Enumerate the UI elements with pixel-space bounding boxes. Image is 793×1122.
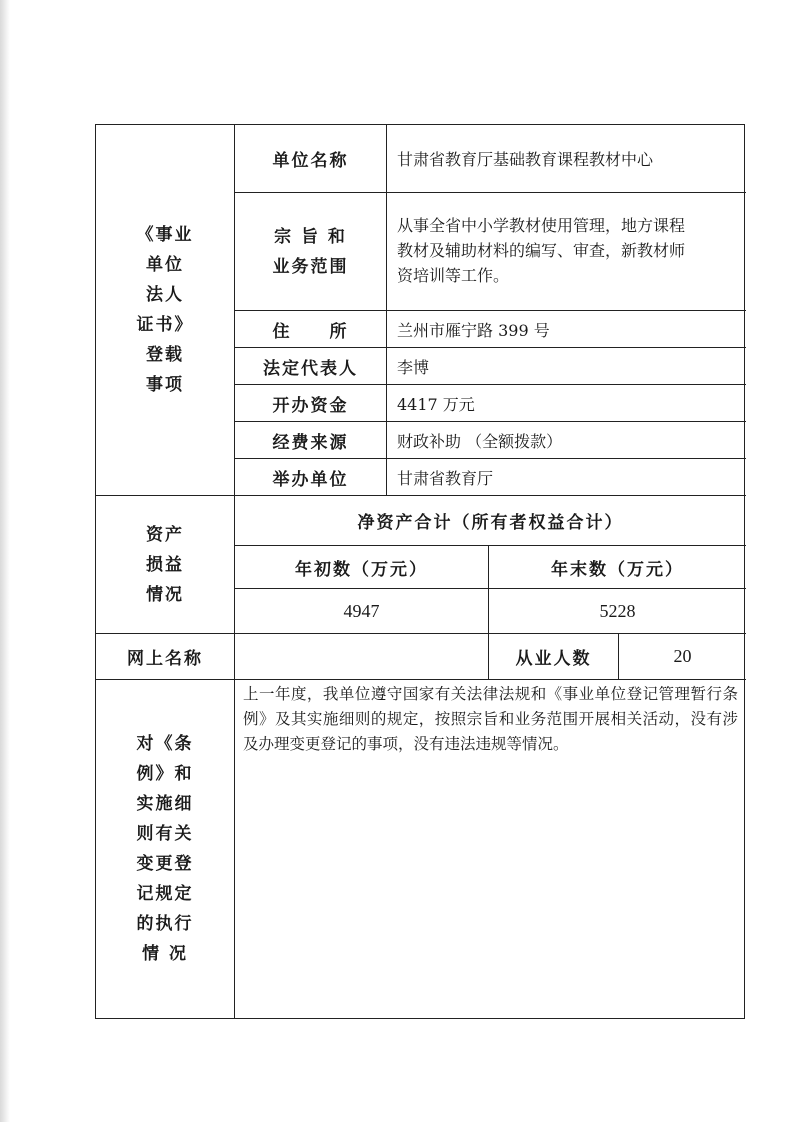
net-assets-header: 净资产合计（所有者权益合计） [235,496,746,546]
start-capital-value: 4417 万元 [387,385,746,422]
sponsor-unit-value: 甘肃省教育厅 [387,459,746,496]
start-capital-label: 开办资金 [235,385,387,422]
purpose-scope-value: 从事全省中小学教材使用管理，地方课程 教材及辅助材料的编写、审查，新教材师 资培训等工作。 [387,193,746,311]
compliance-text: 上一年度，我单位遵守国家有关法律法规和《事业单位登记管理暂行条例》及其实施细则的规定，按照宗旨和业务范围开展相关活动，没有涉及办理变更登记的事项，没有违法违规等情况。 [243,685,738,753]
funding-source-value: 财政补助 （全额拨款） [387,422,746,459]
year-end-label: 年末数（万元） [489,546,746,589]
online-name-label: 网上名称 [96,634,235,680]
registration-table [95,124,745,1019]
unit-name-value: 甘肃省教育厅基础教育课程教材中心 [387,125,746,193]
staff-count-value: 20 [619,634,746,680]
sponsor-unit-label: 举办单位 [235,459,387,496]
address-value: 兰州市雁宁路 399 号 [387,311,746,348]
registration-section-label: 《事业 单位 法人 证书》 登载 事项 [96,125,235,496]
legal-representative-value: 李博 [387,348,746,385]
unit-name-label: 单位名称 [235,125,387,193]
legal-representative-label: 法定代表人 [235,348,387,385]
online-name-value [235,634,489,680]
purpose-scope-label: 宗 旨 和 业务范围 [235,193,387,311]
year-end-value: 5228 [489,589,746,634]
funding-source-label: 经费来源 [235,422,387,459]
year-begin-value: 4947 [235,589,489,634]
compliance-section-label: 对《条 例》和 实施细 则有关 变更登 记规定 的执行 情 况 [96,680,235,1018]
year-begin-label: 年初数（万元） [235,546,489,589]
scan-edge-shadow [0,0,10,1122]
staff-count-label: 从业人数 [489,634,619,680]
address-label: 住 所 [235,311,387,348]
assets-section-label: 资产 损益 情况 [96,496,235,634]
